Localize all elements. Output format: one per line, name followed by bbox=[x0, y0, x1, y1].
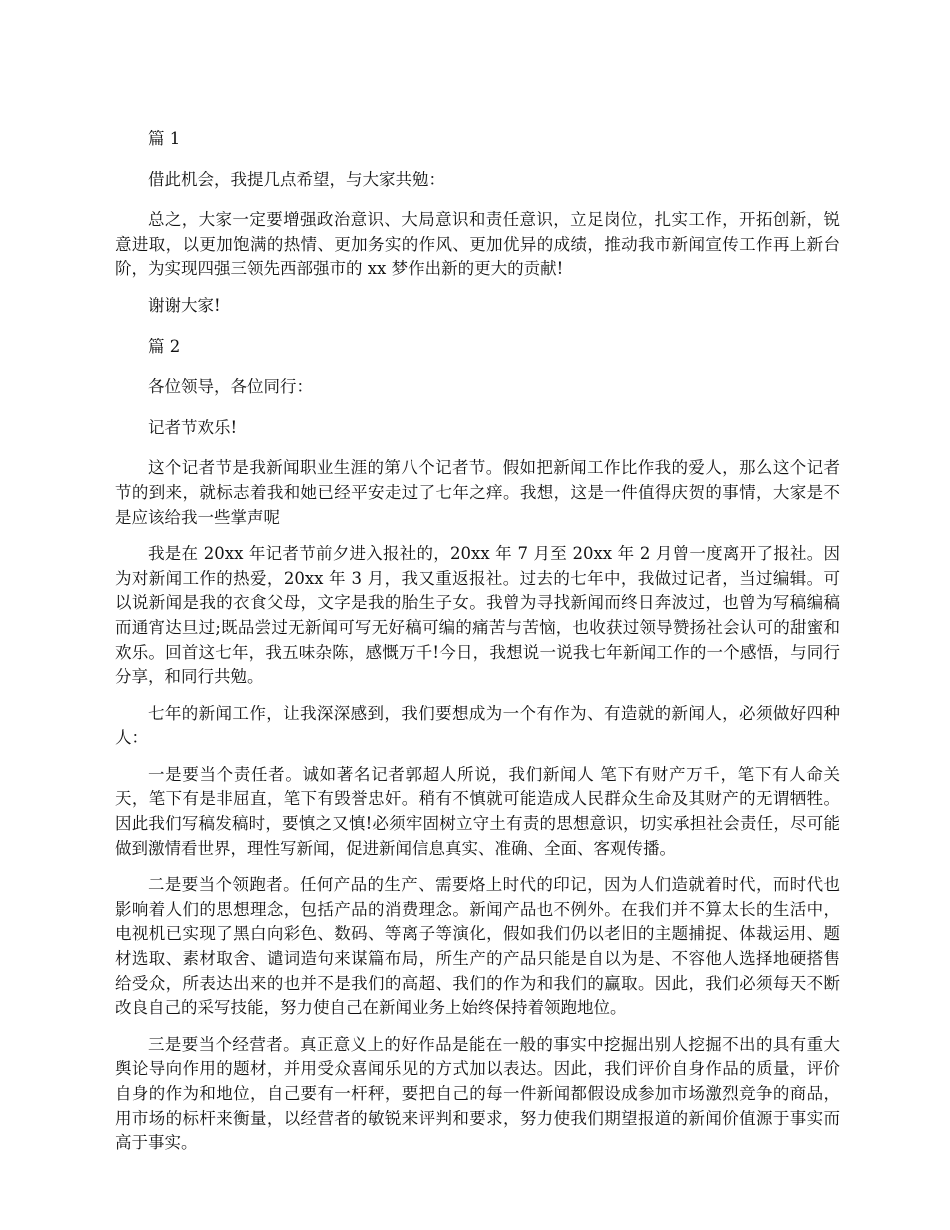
greeting: 各位领导，各位同行： bbox=[148, 377, 313, 397]
paragraph: 借此机会，我提几点希望，与大家共勉： bbox=[148, 169, 445, 189]
paragraph: 记者节欢乐! bbox=[148, 417, 238, 437]
document-body bbox=[115, 127, 840, 1168]
paragraph: 七年的新闻工作，让我深深感到，我们要想成为一个有作为、有造就的新闻人，必须做好四种人： bbox=[115, 703, 840, 748]
section-heading-2: 篇 2 bbox=[148, 336, 181, 356]
paragraph: 二是要当个领跑者。任何产品的生产、需要烙上时代的印记，因为人们造就着时代，而时代也影响着人们的思想理念，包括产品的消费理念。新闻产品也不例外。在我们并不算太长的生活中，电视机已实现了黑白向彩色、数码、等离子等演化，假如我们仍以老旧的主题捕捉、体裁运用、题材选取、素材取舍、谴词造句来谋篇布局，所生产的产品只能是自以为是、不容他人选择地硬搭售给受众，所表达出来的也并不是我们的高超、我们的作为和我们的赢取。因此，我们必须每天不断改良自己的采写技能，努力使自己在新闻业务上始终保持着领跑地位。 bbox=[115, 875, 840, 1018]
paragraph: 总之，大家一定要增强政治意识、大局意识和责任意识，立足岗位，扎实工作，开拓创新，锐意进取，以更加饱满的热情、更加务实的作风、更加优异的成绩，推动我市新闻宣传工作再上新台阶，为实现四强三领先西部强市的 xx 梦作出新的更大的贡献! bbox=[115, 210, 840, 279]
paragraph: 这个记者节是我新闻职业生涯的第八个记者节。假如把新闻工作比作我的爱人，那么这个记者节的到来，就标志着我和她已经平安走过了七年之痒。我想，这是一件值得庆贺的事情，大家是不是应该给我一些掌声呢 bbox=[115, 458, 840, 527]
section-heading-1: 篇 1 bbox=[148, 129, 181, 148]
paragraph: 三是要当个经营者。真正意义上的好作品是能在一般的事实中挖掘出别人挖掘不出的具有重大舆论导向作用的题材，并用受众喜闻乐见的方式加以表达。因此，我们评价自身作品的质量，评价自身的作为和地位，自己要有一杆秤，要把自己的每一件新闻都假设成参加市场激烈竞争的商品，用市场的标杆来衡量，以经营者的敏锐来评判和要求，努力使我们期望报道的新闻价值源于事实而高于事实。 bbox=[115, 1034, 840, 1153]
paragraph: 谢谢大家! bbox=[148, 295, 221, 315]
paragraph: 一是要当个责任者。诚如著名记者郭超人所说，我们新闻人 笔下有财产万千，笔下有人命关天，笔下有是非屈直，笔下有毁誉忠奸。稍有不慎就可能造成人民群众生命及其财产的无谓牺牲。因此我们写稿发稿时，要慎之又慎!必须牢固树立守土有责的思想意识，切实承担社会责任，尽可能做到激情看世界，理性写新闻，促进新闻信息真实、准确、全面、客观传播。 bbox=[115, 764, 840, 858]
paragraph: 我是在 20xx 年记者节前夕进入报社的，20xx 年 7 月至 20xx 年 2 月曾一度离开了报社。因为对新闻工作的热爱，20xx 年 3 月，我又重返报社。过去的七年中，我做过记者，当过编辑。可以说新闻是我的衣食父母，文字是我的胎生子女。我曾为寻找新闻而终日奔波过，也曾为写稿编稿而通宵达旦过;既品尝过无新闻可写无好稿可编的痛苦与苦恼，也收获过领导赞扬社会认可的甜蜜和欢乐。回首这七年，我五味杂陈，感慨万千!今日，我想说一说我七年新闻工作的一个感悟，与同行分享，和同行共勉。 bbox=[115, 544, 840, 687]
